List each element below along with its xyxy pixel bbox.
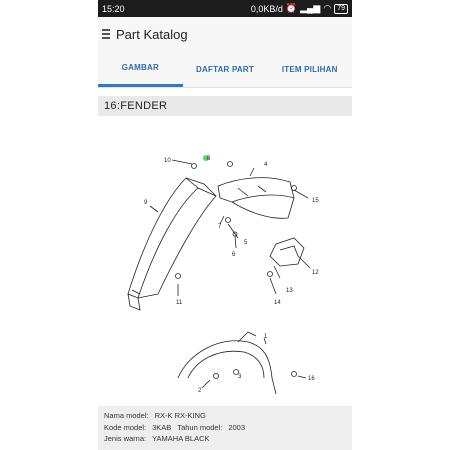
model-name-row (104, 410, 346, 422)
alarm-icon: ⏰ (285, 3, 298, 13)
app-title: Part Katalog (116, 26, 188, 42)
callout-4[interactable]: 4 (264, 162, 268, 168)
battery-icon: 79 (334, 4, 348, 14)
callout-16[interactable]: 16 (308, 376, 315, 382)
tahun-model-value: 2003 (228, 422, 246, 432)
jenis-warna-label: Jenis warna: (104, 434, 147, 443)
callout-10[interactable]: 10 (164, 158, 171, 164)
app-window (98, 0, 352, 450)
callout-5[interactable]: 5 (244, 240, 248, 246)
tab-item-pilihan[interactable]: ITEM PILIHAN (281, 64, 338, 74)
hamburger-menu-icon[interactable] (102, 29, 110, 39)
callout-2[interactable]: 2 (198, 388, 202, 394)
callout-13[interactable]: 13 (286, 288, 293, 294)
callout-11[interactable]: 11 (176, 300, 183, 306)
section-title: 16:FENDER (98, 96, 352, 116)
signal-icon: ▂▄▆ (300, 3, 321, 13)
kode-model-value: 3KAB (152, 422, 172, 432)
callout-6[interactable]: 6 (232, 252, 236, 258)
callout-9[interactable]: 9 (144, 200, 148, 206)
kode-model-label: Kode model: (104, 422, 147, 432)
tab-bar (98, 51, 352, 88)
wifi-icon: ◠ (323, 3, 332, 13)
network-speed: 0,0KB/d (250, 3, 283, 14)
model-code-row (104, 422, 346, 434)
callout-7[interactable]: 7 (218, 224, 222, 230)
callout-12[interactable]: 12 (312, 270, 319, 276)
app-bar (98, 17, 352, 51)
callout-14[interactable]: 14 (274, 300, 281, 306)
nama-model-value: RX-K RX-KING (154, 411, 206, 420)
tab-gambar[interactable]: GAMBAR (98, 51, 183, 87)
callout-8[interactable]: 8 (207, 156, 211, 162)
callout-15[interactable]: 15 (312, 198, 319, 204)
nama-model-label: Nama model: (104, 411, 149, 420)
callout-1[interactable]: 1 (264, 334, 268, 340)
model-info-panel (98, 406, 352, 450)
tahun-model-label: Tahun model: (177, 422, 223, 432)
fender-diagram (98, 116, 352, 394)
status-bar (98, 0, 352, 17)
tab-daftar-part[interactable]: DAFTAR PART (196, 64, 254, 74)
callout-3[interactable]: 3 (238, 374, 242, 380)
status-icons (251, 3, 348, 14)
status-time: 15:20 (102, 3, 125, 14)
fender-drawing (98, 116, 352, 394)
color-row (104, 433, 346, 445)
jenis-warna-value: YAMAHA BLACK (152, 434, 210, 443)
